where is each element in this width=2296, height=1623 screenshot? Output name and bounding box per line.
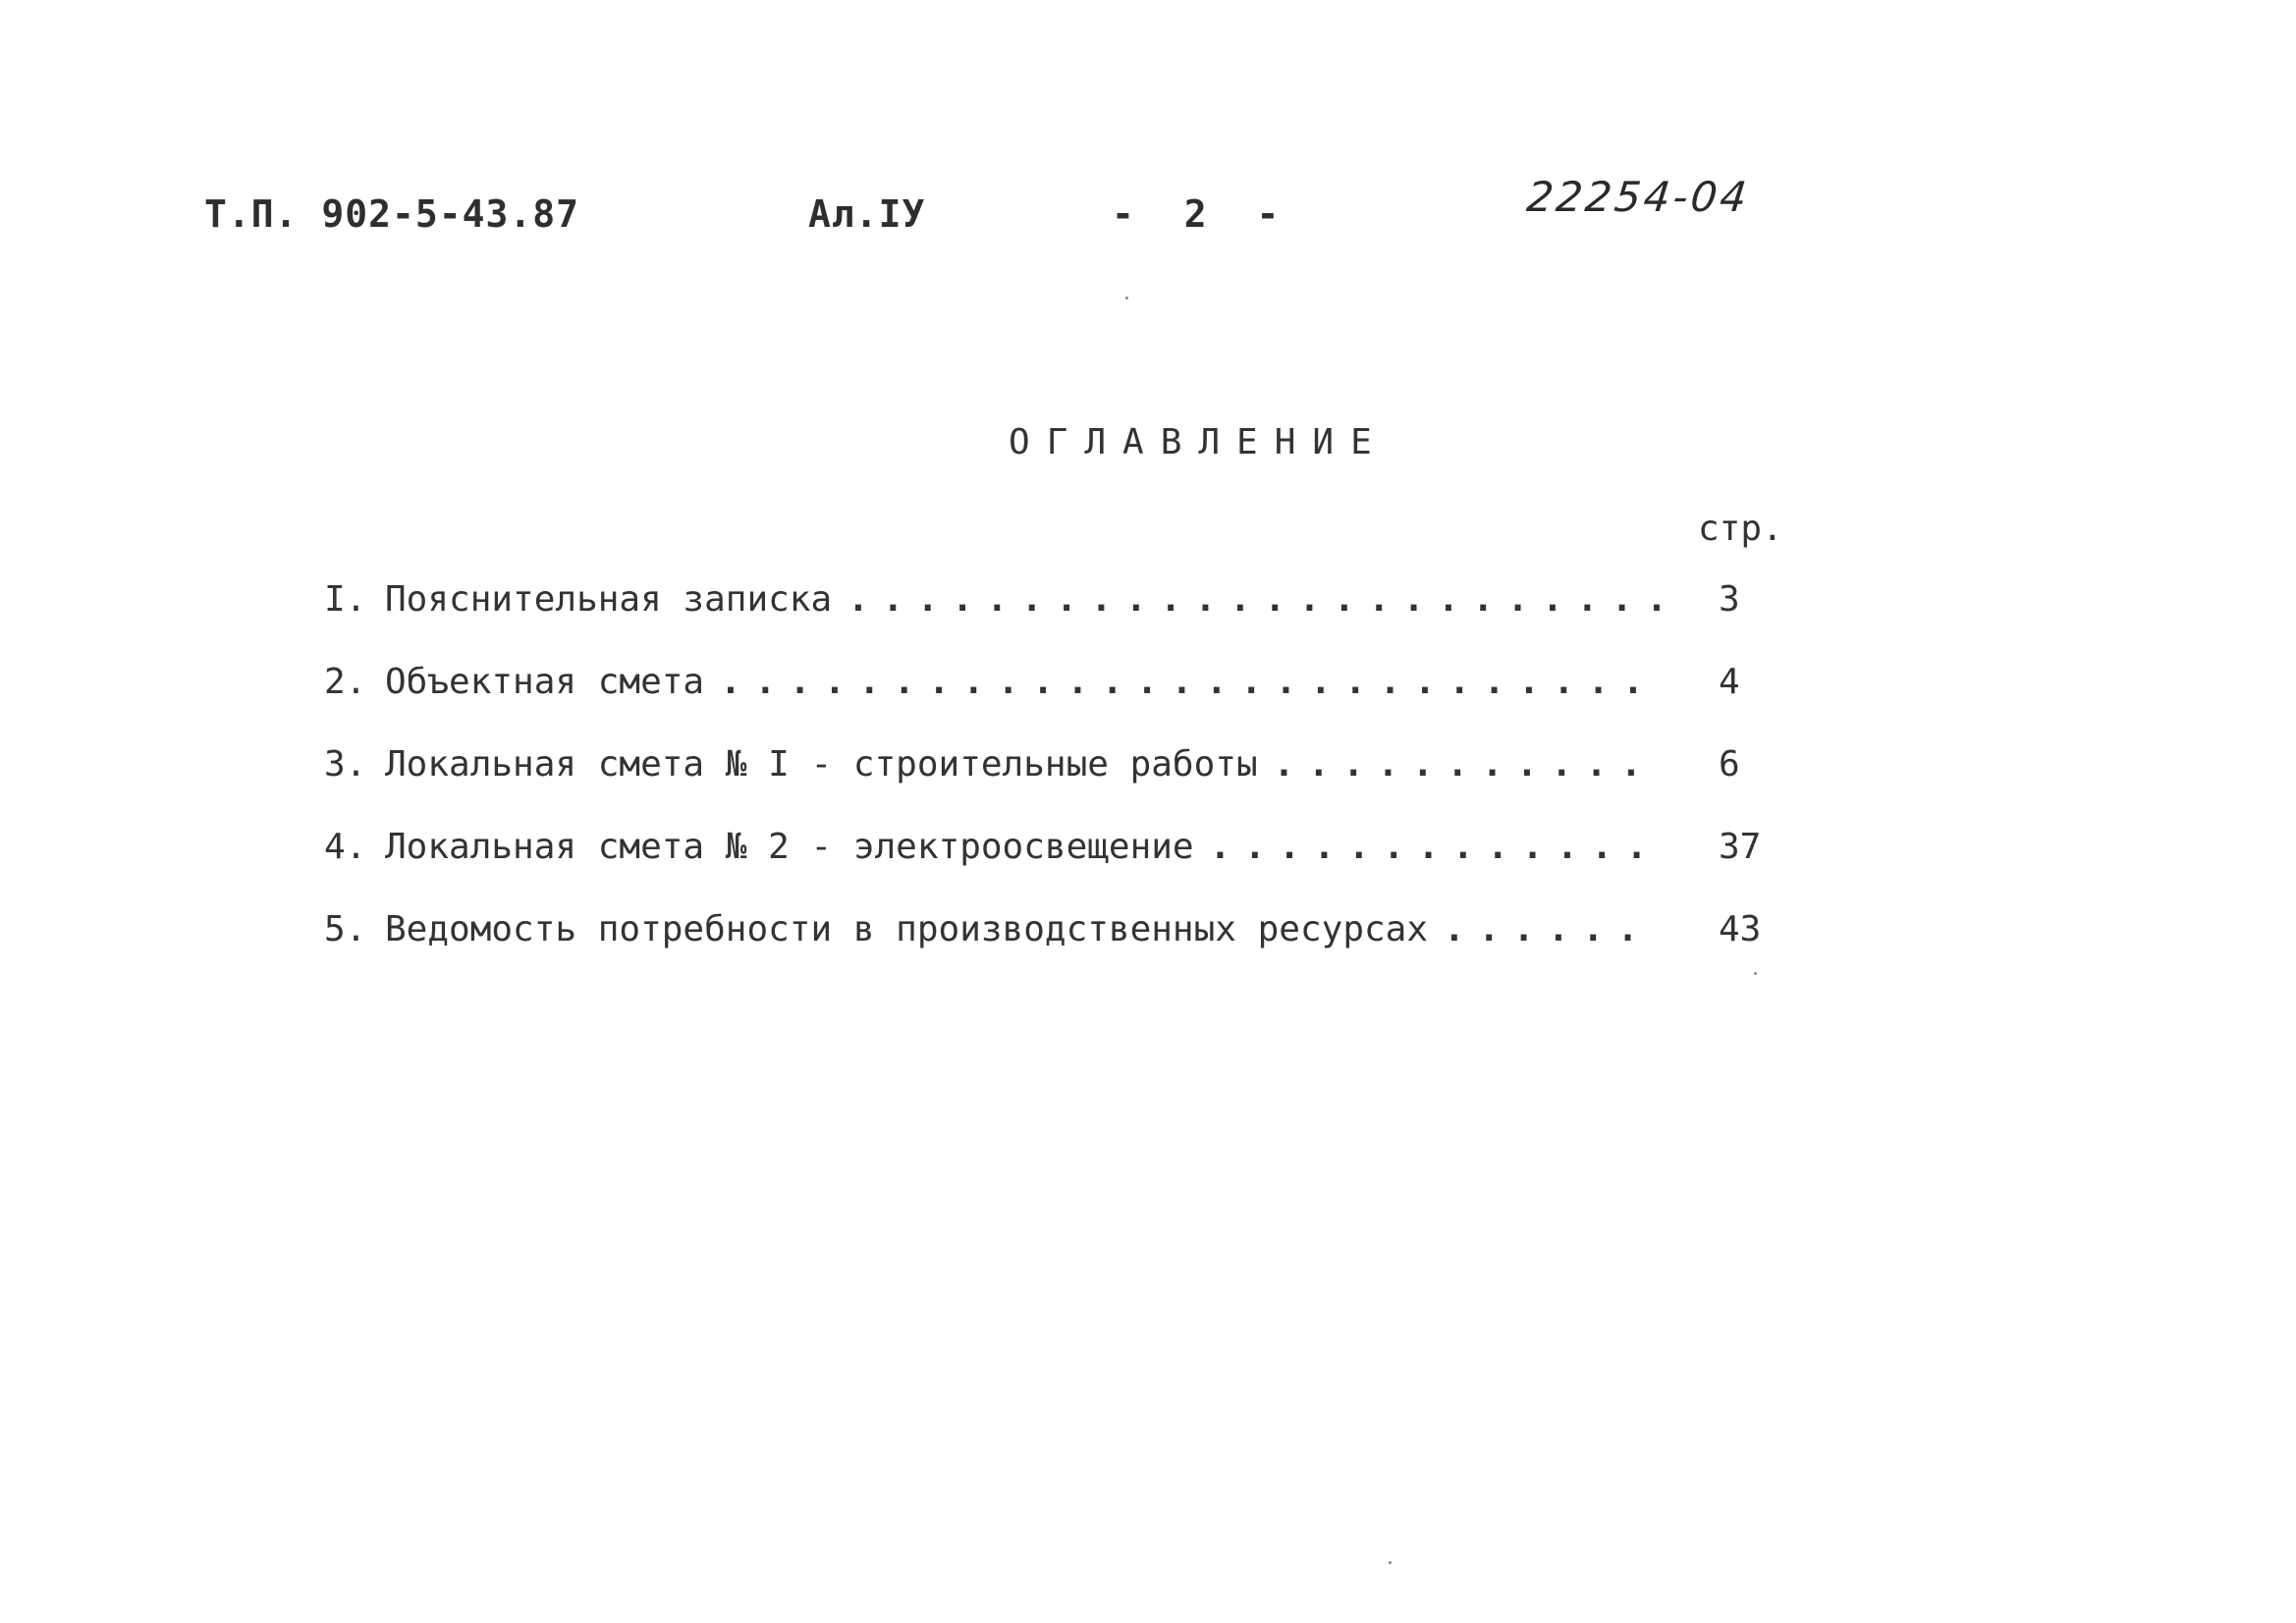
toc-item-page: 4 [1719,662,1740,702]
toc-item-title: Локальная смета № I - строительные работы [385,744,1258,784]
toc-list [324,579,1777,992]
dot-leader [1274,744,1660,784]
toc-item [324,909,1777,992]
toc-item [324,744,1777,827]
scan-speck [1754,972,1757,975]
dot-leader [1210,827,1660,867]
toc-item-number: 2. [324,662,367,702]
toc-item [324,579,1777,662]
toc-item-title: Ведомость потребности в производственных ресурсах [385,909,1429,949]
toc-item-number: 4. [324,827,367,867]
toc-item-number: 3. [324,744,367,784]
toc-item-page: 43 [1719,909,1762,949]
toc-title: ОГЛАВЛЕНИЕ [1009,422,1389,462]
toc-item-number: 5. [324,909,367,949]
toc-item-page: 3 [1719,579,1740,620]
toc-item [324,662,1777,744]
dot-leader [847,579,1660,620]
dot-leader [1444,909,1660,949]
toc-item-page: 37 [1719,827,1762,867]
scan-speck [1125,297,1128,299]
album-number: Ал.IУ [808,192,926,236]
toc-item-title: Локальная смета № 2 - электроосвещение [385,827,1194,867]
document-code: Т.П. 902-5-43.87 [204,192,580,236]
dot-leader [720,662,1660,702]
toc-item [324,827,1777,909]
toc-item-title: Пояснительная записка [385,579,833,620]
toc-item-page: 6 [1719,744,1740,784]
toc-item-title: Объектная смета [385,662,705,702]
handwritten-inventory-number: 22254-04 [1524,173,1752,221]
page-column-label: стр. [1698,509,1783,549]
page-number: - 2 - [1112,192,1293,236]
scan-speck [1389,1561,1392,1564]
toc-item-number: I. [324,579,367,620]
